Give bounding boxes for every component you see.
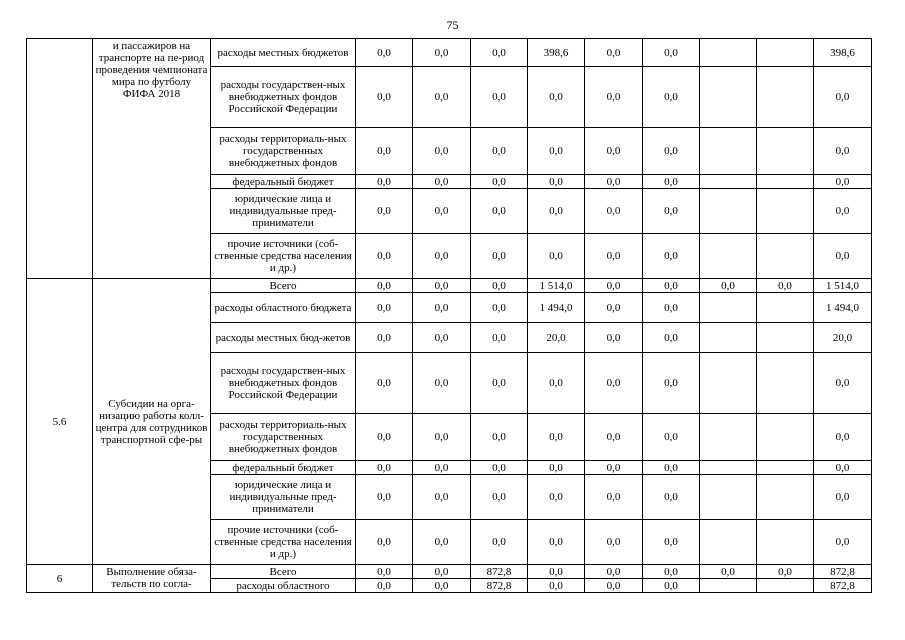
page-number: 75: [446, 18, 459, 32]
amount-cell: [757, 323, 814, 353]
amount-cell: [700, 67, 757, 128]
amount-cell: 0,0: [585, 234, 643, 279]
amount-cell: [757, 234, 814, 279]
amount-cell: 0,0: [585, 189, 643, 234]
amount-cell: 0,0: [356, 128, 413, 175]
amount-cell: [700, 128, 757, 175]
amount-cell: 0,0: [814, 475, 872, 520]
amount-cell: [700, 414, 757, 461]
amount-cell: 0,0: [643, 234, 700, 279]
amount-cell: 0,0: [356, 189, 413, 234]
amount-cell: 0,0: [413, 128, 471, 175]
amount-cell: 0,0: [585, 293, 643, 323]
amount-cell: [757, 475, 814, 520]
amount-cell: 0,0: [471, 279, 528, 293]
amount-cell: 0,0: [413, 461, 471, 475]
amount-cell: 0,0: [814, 520, 872, 565]
amount-cell: 1 514,0: [814, 279, 872, 293]
amount-cell: 0,0: [471, 67, 528, 128]
amount-cell: 0,0: [413, 234, 471, 279]
amount-cell: 0,0: [643, 67, 700, 128]
amount-cell: 0,0: [471, 353, 528, 414]
amount-cell: 0,0: [528, 520, 585, 565]
amount-cell: 0,0: [471, 175, 528, 189]
funding-source: федеральный бюджет: [211, 461, 356, 475]
amount-cell: 0,0: [413, 293, 471, 323]
amount-cell: 0,0: [643, 353, 700, 414]
amount-cell: 0,0: [413, 67, 471, 128]
amount-cell: 0,0: [585, 323, 643, 353]
amount-cell: 0,0: [585, 279, 643, 293]
funding-source: юридические лица и индивидуальные пред-приниматели: [211, 189, 356, 234]
amount-cell: 1 494,0: [528, 293, 585, 323]
item-description: и пассажиров на транспорте на пе-риод проведения чемпионата мира по футболу ФИФА 2018: [93, 39, 211, 279]
amount-cell: 0,0: [528, 128, 585, 175]
amount-cell: 0,0: [585, 175, 643, 189]
amount-cell: [757, 67, 814, 128]
amount-cell: 0,0: [814, 67, 872, 128]
amount-cell: 0,0: [814, 414, 872, 461]
amount-cell: 0,0: [814, 175, 872, 189]
amount-cell: 0,0: [814, 234, 872, 279]
amount-cell: 20,0: [528, 323, 585, 353]
amount-cell: 20,0: [814, 323, 872, 353]
amount-cell: 0,0: [643, 189, 700, 234]
item-number: [27, 39, 93, 279]
funding-source: расходы местных бюд-жетов: [211, 323, 356, 353]
amount-cell: 0,0: [528, 353, 585, 414]
amount-cell: [757, 579, 814, 593]
amount-cell: 0,0: [356, 323, 413, 353]
amount-cell: [700, 234, 757, 279]
amount-cell: 0,0: [528, 234, 585, 279]
amount-cell: 0,0: [643, 520, 700, 565]
amount-cell: 0,0: [471, 461, 528, 475]
amount-cell: 0,0: [413, 39, 471, 67]
amount-cell: 0,0: [585, 520, 643, 565]
amount-cell: 0,0: [413, 414, 471, 461]
amount-cell: [700, 189, 757, 234]
table-row: [27, 565, 872, 579]
amount-cell: 0,0: [356, 414, 413, 461]
amount-cell: 0,0: [413, 353, 471, 414]
amount-cell: 0,0: [356, 461, 413, 475]
amount-cell: 0,0: [585, 39, 643, 67]
amount-cell: 0,0: [700, 279, 757, 293]
amount-cell: 872,8: [471, 565, 528, 579]
amount-cell: 0,0: [585, 353, 643, 414]
amount-cell: 0,0: [643, 279, 700, 293]
amount-cell: [700, 461, 757, 475]
amount-cell: 0,0: [643, 175, 700, 189]
amount-cell: 0,0: [585, 67, 643, 128]
amount-cell: 0,0: [471, 323, 528, 353]
amount-cell: 0,0: [528, 565, 585, 579]
amount-cell: 0,0: [471, 128, 528, 175]
amount-cell: 872,8: [814, 565, 872, 579]
amount-cell: 0,0: [814, 128, 872, 175]
amount-cell: [700, 323, 757, 353]
funding-source: расходы областного бюджета: [211, 293, 356, 323]
amount-cell: [700, 293, 757, 323]
funding-source: Всего: [211, 279, 356, 293]
amount-cell: 0,0: [643, 414, 700, 461]
funding-source: расходы местных бюджетов: [211, 39, 356, 67]
funding-source: федеральный бюджет: [211, 175, 356, 189]
amount-cell: 0,0: [356, 234, 413, 279]
amount-cell: 0,0: [585, 128, 643, 175]
amount-cell: 0,0: [413, 279, 471, 293]
amount-cell: [757, 414, 814, 461]
amount-cell: 0,0: [814, 189, 872, 234]
amount-cell: [700, 579, 757, 593]
funding-source: прочие источники (соб-ственные средства населения и др.): [211, 234, 356, 279]
funding-source: юридические лица и индивидуальные пред-приниматели: [211, 475, 356, 520]
amount-cell: [700, 39, 757, 67]
amount-cell: [757, 189, 814, 234]
amount-cell: 0,0: [528, 175, 585, 189]
amount-cell: 0,0: [471, 189, 528, 234]
amount-cell: 0,0: [471, 414, 528, 461]
amount-cell: 0,0: [643, 579, 700, 593]
amount-cell: 0,0: [413, 520, 471, 565]
amount-cell: [757, 461, 814, 475]
item-description: Выполнение обяза-тельств по согла-: [93, 565, 211, 593]
amount-cell: [757, 293, 814, 323]
amount-cell: 0,0: [356, 353, 413, 414]
amount-cell: 0,0: [757, 565, 814, 579]
amount-cell: 0,0: [814, 353, 872, 414]
amount-cell: [757, 39, 814, 67]
amount-cell: 0,0: [356, 175, 413, 189]
amount-cell: 0,0: [528, 579, 585, 593]
amount-cell: 0,0: [356, 475, 413, 520]
amount-cell: [757, 520, 814, 565]
amount-cell: 0,0: [585, 461, 643, 475]
amount-cell: 0,0: [643, 128, 700, 175]
table-row: [27, 279, 872, 293]
budget-table: [26, 38, 872, 593]
amount-cell: 0,0: [528, 414, 585, 461]
amount-cell: 0,0: [585, 475, 643, 520]
amount-cell: 0,0: [471, 475, 528, 520]
amount-cell: [757, 175, 814, 189]
amount-cell: 0,0: [356, 279, 413, 293]
amount-cell: 0,0: [471, 520, 528, 565]
amount-cell: 0,0: [413, 579, 471, 593]
amount-cell: 0,0: [413, 565, 471, 579]
amount-cell: 0,0: [356, 293, 413, 323]
amount-cell: 0,0: [528, 461, 585, 475]
funding-source: прочие источники (соб-ственные средства населения и др.): [211, 520, 356, 565]
amount-cell: 0,0: [643, 323, 700, 353]
amount-cell: 872,8: [814, 579, 872, 593]
amount-cell: 0,0: [356, 520, 413, 565]
amount-cell: 0,0: [356, 579, 413, 593]
amount-cell: 872,8: [471, 579, 528, 593]
amount-cell: 0,0: [356, 565, 413, 579]
funding-source: расходы территориаль-ных государственных внебюджетных фондов: [211, 128, 356, 175]
amount-cell: 0,0: [757, 279, 814, 293]
amount-cell: 0,0: [700, 565, 757, 579]
amount-cell: 0,0: [814, 461, 872, 475]
amount-cell: 0,0: [643, 293, 700, 323]
amount-cell: 398,6: [814, 39, 872, 67]
amount-cell: 0,0: [528, 475, 585, 520]
amount-cell: 0,0: [528, 67, 585, 128]
amount-cell: 0,0: [643, 461, 700, 475]
amount-cell: 398,6: [528, 39, 585, 67]
amount-cell: 0,0: [585, 579, 643, 593]
amount-cell: 0,0: [413, 475, 471, 520]
amount-cell: [757, 128, 814, 175]
amount-cell: 0,0: [643, 39, 700, 67]
amount-cell: [700, 353, 757, 414]
amount-cell: 0,0: [528, 189, 585, 234]
amount-cell: 0,0: [471, 39, 528, 67]
amount-cell: 0,0: [413, 175, 471, 189]
item-number: 6: [27, 565, 93, 593]
amount-cell: 0,0: [356, 39, 413, 67]
funding-source: расходы территориаль-ных государственных внебюджетных фондов: [211, 414, 356, 461]
funding-source: расходы государствен-ных внебюджетных фондов Российской Федерации: [211, 67, 356, 128]
amount-cell: 0,0: [471, 293, 528, 323]
amount-cell: 0,0: [585, 414, 643, 461]
table-row: [27, 39, 872, 67]
amount-cell: 0,0: [643, 565, 700, 579]
amount-cell: [700, 520, 757, 565]
funding-source: расходы государствен-ных внебюджетных фондов Российской Федерации: [211, 353, 356, 414]
amount-cell: 1 514,0: [528, 279, 585, 293]
amount-cell: 0,0: [356, 67, 413, 128]
amount-cell: [700, 175, 757, 189]
item-description: Субсидии на орга-низацию работы колл-центра для сотрудников транспортной сфе-ры: [93, 279, 211, 565]
amount-cell: 0,0: [471, 234, 528, 279]
amount-cell: 0,0: [643, 475, 700, 520]
item-number: 5.6: [27, 279, 93, 565]
amount-cell: 0,0: [585, 565, 643, 579]
funding-source: Всего: [211, 565, 356, 579]
amount-cell: 0,0: [413, 189, 471, 234]
amount-cell: [700, 475, 757, 520]
amount-cell: 0,0: [413, 323, 471, 353]
funding-source: расходы областного: [211, 579, 356, 593]
amount-cell: 1 494,0: [814, 293, 872, 323]
amount-cell: [757, 353, 814, 414]
